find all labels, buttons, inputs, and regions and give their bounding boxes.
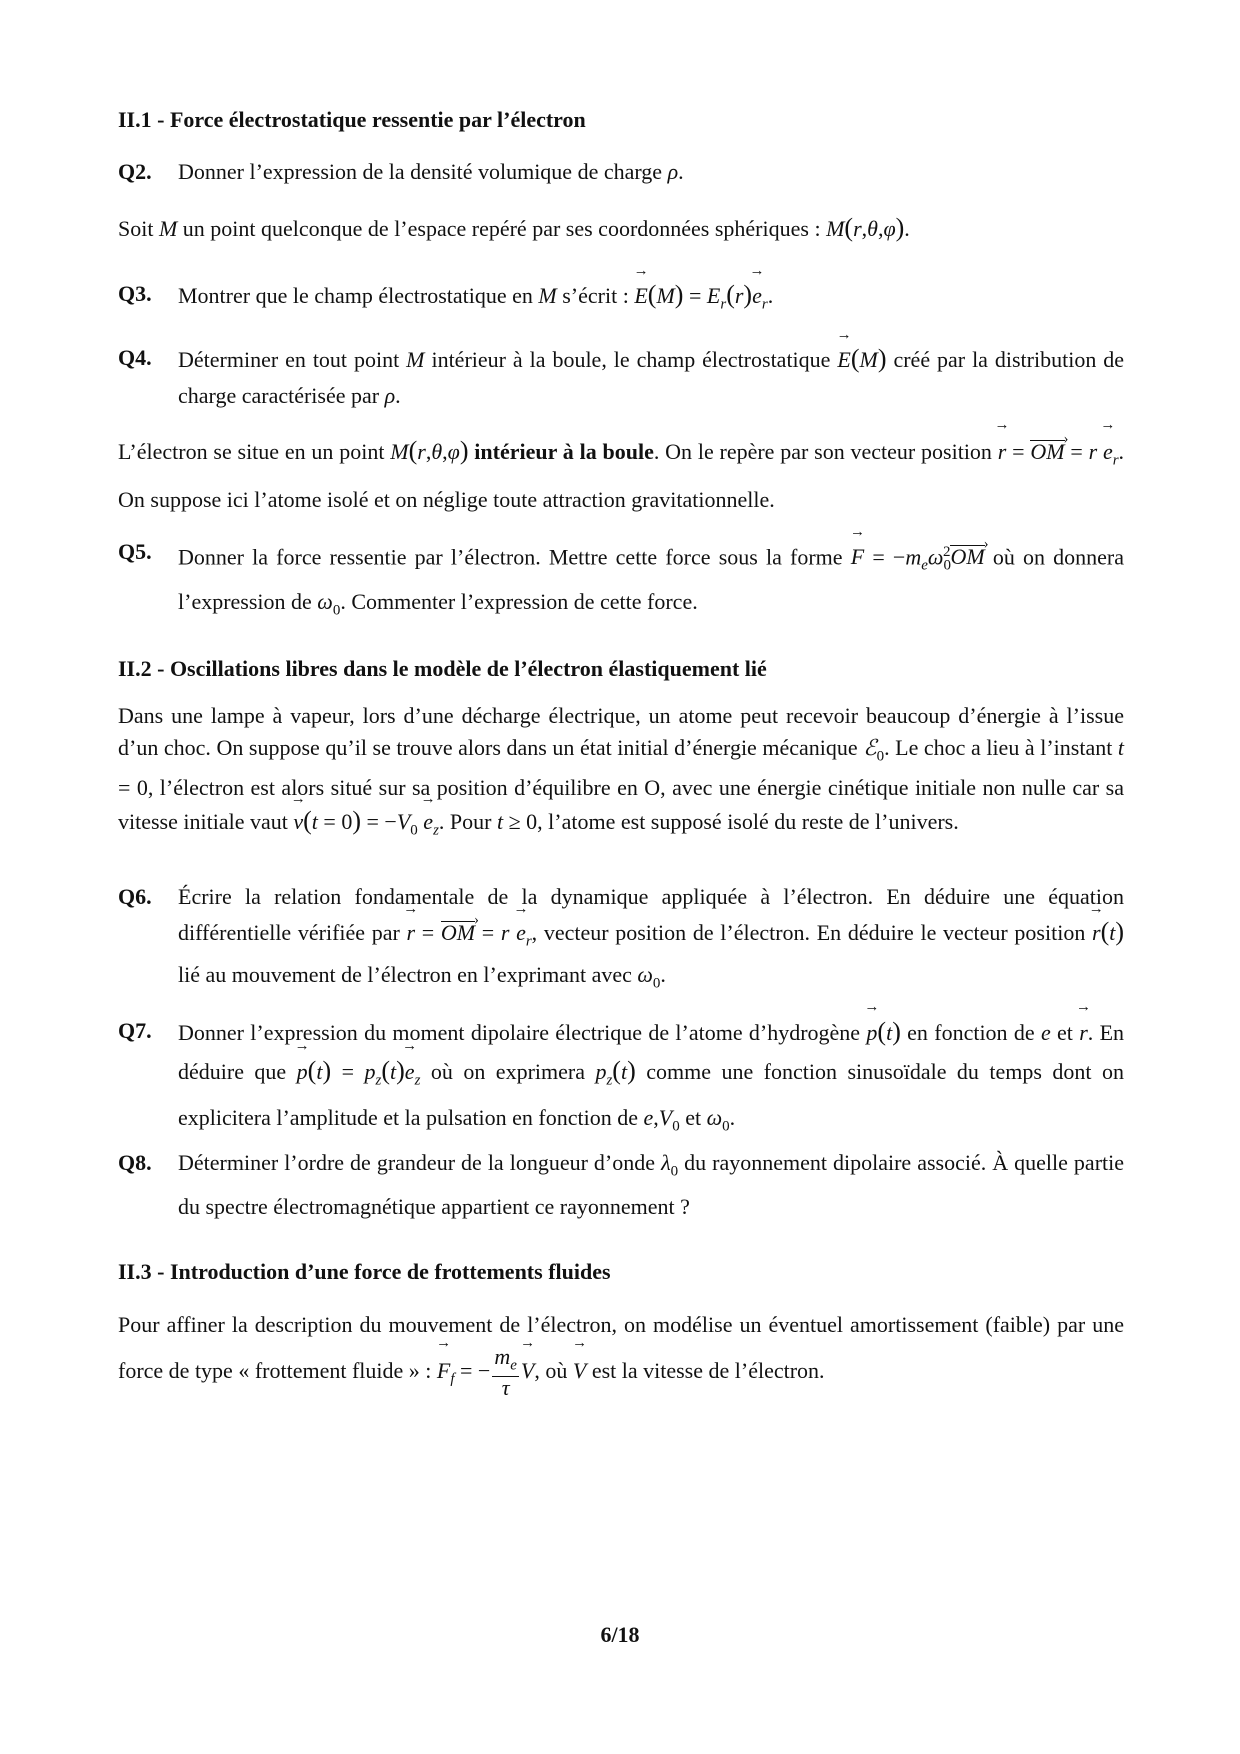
question-q4: Q4. Déterminer en tout point M intérieur à la boule, le champ électrostatique → E(M) créé par la distribution de charge caractérisée par ρ. <box>118 340 1124 414</box>
question-text-a: Déterminer en tout point <box>178 347 400 372</box>
para-text-c: est la vitesse de l’électron. <box>591 1357 825 1383</box>
question-text-b: en fonction de <box>907 1020 1035 1045</box>
question-text-b: intérieur à la boule, le champ électrostatique <box>431 347 831 372</box>
question-text-c: créé par la distribution de charge caractérisée par <box>178 347 1125 408</box>
question-q6: Q6. Écrire la relation fondamentale de la dynamique appliquée à l’électron. En déduire une équation différentielle vérifiée par → r = OM › = $r \to e_r$, vecteur position de l’électron. En déduire le vecteur position → r(t) lié au mouvement de l’électron en l’exprimant avec $\omega_0$. <box>118 880 1124 1001</box>
para-text-a: L’électron se situe en un point <box>118 439 385 464</box>
question-q2: Q2. Donner l’expression de la densité volumique de charge ρ. <box>118 154 1124 190</box>
para-text-b: un point quelconque de l’espace repéré par ses coordonnées sphériques : <box>182 216 821 241</box>
question-number: Q4. <box>118 345 152 370</box>
question-number: Q2. <box>118 159 152 184</box>
question-text-c: . Commenter l’expression de cette force. <box>340 588 698 614</box>
para-text-b: , où <box>534 1357 568 1383</box>
question-q8: Q8. Déterminer l’ordre de grandeur de la longueur d’onde $\lambda_0$ du rayonnement dipolaire associé. À quelle partie du spectre électromagnétique appartient ce rayonnement ? <box>118 1145 1124 1225</box>
question-text-e: où on exprimera <box>430 1059 585 1084</box>
question-text-b: où on donnera l’expression de <box>178 544 1125 614</box>
paragraph-lampe: Dans une lampe à vapeur, lors d’une décharge électrique, un atome peut recevoir beaucoup d’énergie à l’issue d’un choc. On suppose qu’il se trouve alors dans un état initial d’énergie mécanique ℰ$_0$. Le choc a lieu à l’instant t = 0, l’électron est alors situé sur sa position d’équilibre en O, avec une énergie cinétique initiale non nulle car sa vitesse initiale vaut → $v(t = 0) = -V_0 \to e_z$. Pour t ≥ 0, l’atome est supposé isolé du reste de l’univers. <box>118 700 1124 847</box>
para-text-a: Pour affiner la description du mouvement de l’électron, on modélise un éventuel amortissement (faible) par une force de type « frottement fluide » : <box>118 1312 1124 1383</box>
para-text-c: = 0, l’électron est alors situé sur sa position d’équilibre en O, avec une énergie cinétique initiale non nulle car sa vitesse initiale vaut <box>118 775 1124 835</box>
para-text-d: . Pour <box>438 809 492 835</box>
question-text-a: Montrer que le champ électrostatique en <box>178 283 533 308</box>
para-text-b: . Le choc a lieu à l’instant <box>884 735 1113 760</box>
heading-ii-1: II.1 - Force électrostatique ressentie par l’électron <box>118 107 586 132</box>
paragraph-frottement: Pour affiner la description du mouvement de l’électron, on modélise un éventuel amortissement (faible) par une force de type « frottement fluide » : → $F_f$ = − $\frac{m_e}{\tau}$ → V, où → V est la vitesse de l’électron. <box>118 1304 1124 1400</box>
paragraph-soit-m: Soit M un point quelconque de l’espace repéré par ses coordonnées sphériques : M(r,θ,φ). <box>118 213 910 242</box>
question-text-c: et <box>1057 1020 1073 1045</box>
question-text-b: , vecteur position de l’électron. En déduire le vecteur position <box>531 920 1086 945</box>
heading-ii-2: II.2 - Oscillations libres dans le modèle de l’électron élastiquement lié <box>118 656 767 681</box>
question-text-b: s’écrit : <box>562 283 629 308</box>
para-bold-text: intérieur à la boule <box>474 439 654 464</box>
question-text-g: et <box>685 1105 702 1131</box>
question-number: Q7. <box>118 1018 152 1043</box>
para-text-c: . On suppose ici l’atome isolé et on néglige toute attraction gravitationnelle. <box>118 439 1125 513</box>
question-text-a: Donner la force ressentie par l’électron. Mettre cette force sous la forme <box>178 544 843 570</box>
question-text: Donner l’expression de la densité volumique de charge <box>178 159 663 184</box>
para-text-a: Dans une lampe à vapeur, lors d’une décharge électrique, un atome peut recevoir beaucoup d’énergie à l’issue d’un choc. On suppose qu’il se trouve alors dans un état initial d’énergie mécanique <box>118 703 1124 760</box>
question-text-a: Déterminer l’ordre de grandeur de la longueur d’onde <box>178 1150 656 1175</box>
question-number: Q8. <box>118 1150 152 1175</box>
question-text-c: lié au mouvement de l’électron en l’exprimant avec <box>178 962 632 988</box>
question-text-a: Écrire la relation fondamentale de la dynamique appliquée à l’électron. En déduire une équation différentielle vérifiée par <box>178 884 1124 945</box>
para-text-b: . On le repère par son vecteur position <box>653 439 992 464</box>
question-text-d: . En déduire que <box>178 1020 1125 1084</box>
paragraph-electron-position: L’électron se situe en un point M(r,θ,φ) intérieur à la boule. On le repère par son vecteur position → r = OM › = $r \to e_r$. On suppose ici l’atome isolé et on néglige toute attraction gravitationnelle. <box>118 430 1124 520</box>
para-text-a: Soit <box>118 216 154 241</box>
heading-ii-3: II.3 - Introduction d’une force de frottements fluides <box>118 1259 611 1284</box>
question-number: Q5. <box>118 539 152 564</box>
question-text-b: du rayonnement dipolaire associé. À quelle partie du spectre électromagnétique appartient ce rayonnement ? <box>178 1150 1125 1220</box>
question-q5: Q5. Donner la force ressentie par l’électron. Mettre cette force sous la forme → $F = -m_e\omega_0^2OM$ › où on donnera l’expression de $\omega_0$. Commenter l’expression de cette force. <box>118 534 1124 628</box>
question-q3: Q3. Montrer que le champ électrostatique en M s’écrit : → $E(M) = E_r(r)\to e_r$. <box>118 276 1124 322</box>
page-number: 6/18 <box>600 1622 640 1647</box>
question-text-a: Donner l’expression du moment dipolaire électrique de l’atome d’hydrogène <box>178 1020 861 1045</box>
question-number: Q3. <box>118 281 152 306</box>
para-text-e: , l’atome est supposé isolé du reste de l’univers. <box>537 809 959 835</box>
question-number: Q6. <box>118 884 152 909</box>
question-q7: Q7. Donner l’expression du moment dipolaire électrique de l’atome d’hydrogène → p(t) en fonction de e et → r. En déduire que → $p(t) = p_z(t)\to e_z$ où on exprimera $p_z(t)$ comme une fonction sinusoïdale du temps dont on explicitera l’amplitude et la pulsation en fonction de $e,V_0$ et $\omega_0$. <box>118 1012 1124 1146</box>
question-text-f: comme une fonction sinusoïdale du temps dont on explicitera l’amplitude et la pulsation en fonction de <box>178 1059 1124 1131</box>
